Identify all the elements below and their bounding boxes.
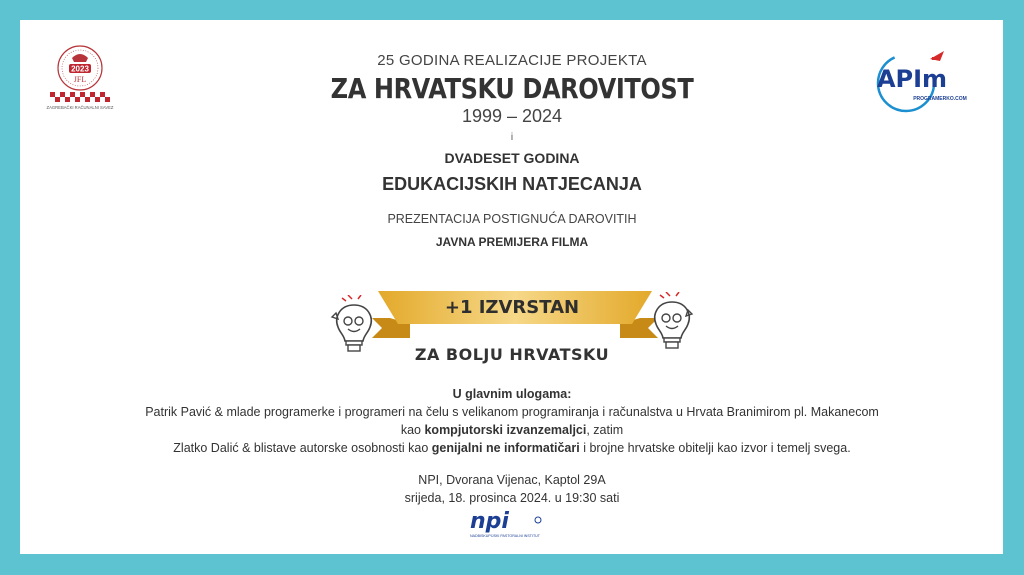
page-title: ZA HRVATSKU DAROVITOST [330,72,694,105]
cast-line1: Patrik Pavić & mlade programerke i programeri na čelu s velikanom programiranja i računalstva u Hrvata Branimirom pl. Makanecom [145,405,879,419]
header-line5: PREZENTACIJA POSTIGNUĆA DAROVITIH [387,212,637,226]
logo-right-text: APIm [876,65,948,93]
svg-text:JFL: JFL [73,75,87,84]
cast-line2-a: kao [400,423,425,437]
cast-line3-c: i brojne hrvatske obitelji kao izvor i temelj svega. [579,441,851,455]
cast-line3-b: genijalni ne informatičari [431,441,580,455]
logo-left-caption: ZAGREBAČKI RAČUNALNI SAVEZ [46,105,114,110]
cast-line3-a: Zlatko Dalić & blistave autorske osobnosti kao [173,441,432,455]
banner-subtitle: ZA BOLJU HRVATSKU [414,345,610,364]
header-line4: EDUKACIJSKIH NATJECANJA [382,174,642,194]
cast-line3 [0,439,1024,457]
lightbulb-right-icon [646,292,698,352]
event-date: srijeda, 18. prosinca 2024. u 19:30 sati [404,491,620,505]
cast-line2-c: , zatim [586,423,624,437]
cast-line2-b: kompjutorski izvanzemaljci [424,423,587,437]
logo-right-caption: PROGRAMERKO.COM [913,96,967,102]
header-line3: DVADESET GODINA [444,150,580,166]
cast-heading: U glavnim ulogama: [452,387,572,401]
npi-logo [466,510,562,540]
header-line6: JAVNA PREMIJERA FILMA [435,235,589,249]
npi-logo-caption: NADBISKUPIJSKI PASTORALNI INSTITUT [470,534,540,538]
event-venue: NPI, Dvorana Vijenac, Kaptol 29A [418,473,606,487]
banner-title: +1 IZVRSTAN [444,297,580,318]
lightbulb-left-icon [328,295,380,355]
logo-year: 2023 [71,64,89,74]
conjunction: i [510,132,514,143]
years: 1999 – 2024 [461,106,563,126]
header-line1: 25 GODINA REALIZACIJE PROJEKTA [377,52,647,69]
npi-logo-text: npi [470,510,509,534]
cast-line2 [0,421,1024,439]
